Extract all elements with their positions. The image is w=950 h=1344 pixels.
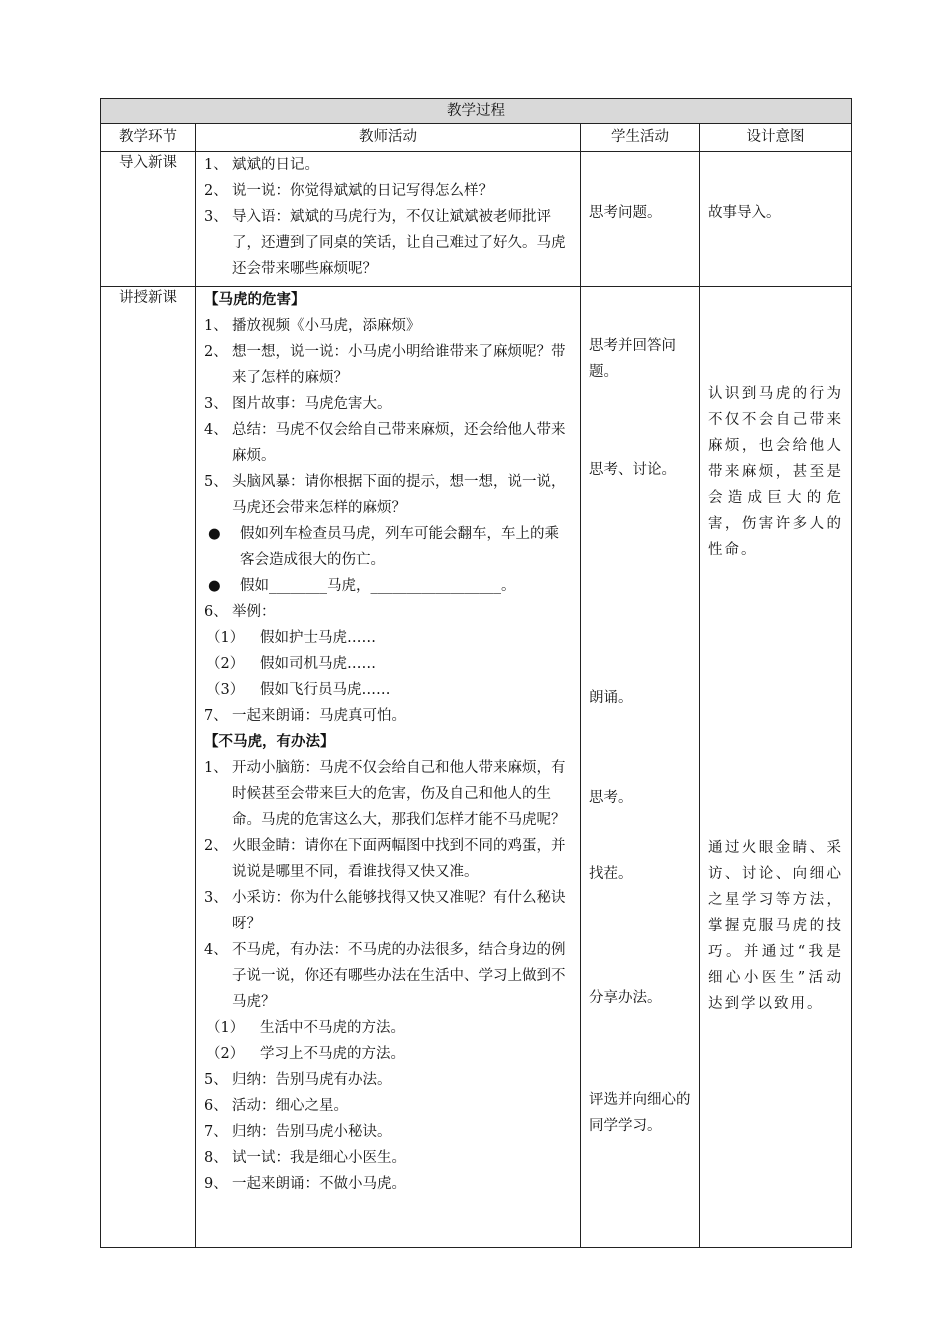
list-item bbox=[204, 1067, 572, 1093]
item-number: （1） bbox=[206, 630, 245, 646]
student-activity: 思考。 bbox=[589, 790, 633, 806]
section-teaching-row bbox=[101, 287, 852, 1248]
item-number: 9、 bbox=[204, 1176, 228, 1192]
item-text: 总结：马虎不仅会给自己带来麻烦，还会给他人带来麻烦。 bbox=[232, 422, 566, 464]
item-text: 图片故事：马虎危害大。 bbox=[232, 396, 392, 412]
header-row bbox=[101, 124, 852, 152]
list-item bbox=[204, 152, 572, 178]
example-item bbox=[204, 651, 572, 677]
example-item bbox=[204, 677, 572, 703]
item-number: （2） bbox=[206, 1046, 245, 1062]
bullet-text: 假如列车检查员马虎，列车可能会翻车，车上的乘客会造成很大的伤亡。 bbox=[240, 526, 559, 568]
item-text: 归纳：告别马虎小秘诀。 bbox=[232, 1124, 392, 1140]
item-number: （2） bbox=[206, 656, 245, 672]
item-number: 4、 bbox=[204, 942, 228, 958]
item-text: 举例： bbox=[232, 604, 276, 620]
item-text: 说一说：你觉得斌斌的日记写得怎么样？ bbox=[232, 183, 493, 199]
header-stage: 教学环节 bbox=[101, 124, 196, 152]
header-teacher: 教师活动 bbox=[196, 124, 581, 152]
item-text: 斌斌的日记。 bbox=[232, 157, 319, 173]
list-item bbox=[204, 599, 572, 625]
student-activity: 分享办法。 bbox=[589, 990, 662, 1006]
section-intro-row bbox=[101, 152, 852, 287]
section-heading-harm: 【马虎的危害】 bbox=[204, 291, 306, 308]
list-item bbox=[204, 755, 572, 833]
item-number: 5、 bbox=[204, 474, 228, 490]
item-number: （1） bbox=[206, 1020, 245, 1036]
list-item bbox=[204, 1171, 572, 1197]
item-text: 假如司机马虎…… bbox=[260, 656, 376, 672]
stage-intro: 导入新课 bbox=[101, 152, 196, 287]
table-title-row bbox=[101, 99, 852, 124]
list-item bbox=[204, 885, 572, 937]
list-item bbox=[204, 833, 572, 885]
item-number: 2、 bbox=[204, 838, 228, 854]
item-text: 想一想，说一说：小马虎小明给谁带来了麻烦呢？带来了怎样的麻烦？ bbox=[232, 344, 566, 386]
item-number: 6、 bbox=[204, 1098, 228, 1114]
table-title: 教学过程 bbox=[101, 99, 852, 124]
item-text: 活动：细心之星。 bbox=[232, 1098, 348, 1114]
item-text: 一起来朗诵：马虎真可怕。 bbox=[232, 708, 406, 724]
item-text: 不马虎，有办法：不马虎的办法很多，结合身边的例子说一说，你还有哪些办法在生活中、学习上做到不马虎？ bbox=[232, 942, 566, 1010]
header-student: 学生活动 bbox=[581, 124, 700, 152]
item-number: 2、 bbox=[204, 344, 228, 360]
student-activity: 思考问题。 bbox=[589, 205, 662, 221]
student-activity: 找茬。 bbox=[589, 866, 633, 882]
list-item bbox=[204, 937, 572, 1015]
method-item bbox=[204, 1015, 572, 1041]
item-text: 假如飞行员马虎…… bbox=[260, 682, 391, 698]
bullet-item bbox=[204, 521, 572, 573]
bullet-icon: ● bbox=[208, 578, 221, 594]
item-number: 3、 bbox=[204, 209, 228, 225]
item-number: 1、 bbox=[204, 157, 228, 173]
item-text: 学习上不马虎的方法。 bbox=[260, 1046, 405, 1062]
header-intent: 设计意图 bbox=[700, 124, 852, 152]
teacher-intro bbox=[196, 152, 581, 287]
method-item bbox=[204, 1041, 572, 1067]
list-item bbox=[204, 339, 572, 391]
bullet-icon: ● bbox=[208, 526, 221, 542]
example-item bbox=[204, 625, 572, 651]
teacher-teaching bbox=[196, 287, 581, 1248]
list-item bbox=[204, 1093, 572, 1119]
student-activity: 评选并向细心的同学学习。 bbox=[589, 1092, 691, 1134]
item-number: （3） bbox=[206, 682, 245, 698]
design-intent: 通过火眼金睛、采访、讨论、向细心之星学习等方法，掌握克服马虎的技巧。并通过“我是细心小医生”活动达到学以致用。 bbox=[708, 840, 843, 1012]
student-activity: 思考并回答问题。 bbox=[589, 338, 676, 380]
list-item bbox=[204, 703, 572, 729]
item-number: 7、 bbox=[204, 1124, 228, 1140]
list-item bbox=[204, 178, 572, 204]
list-item bbox=[204, 391, 572, 417]
list-item bbox=[204, 1145, 572, 1171]
list-item bbox=[204, 313, 572, 339]
design-intent: 认识到马虎的行为不仅不会自己带来麻烦，也会给他人带来麻烦，甚至是会造成巨大的危害，伤害许多人的性命。 bbox=[708, 386, 843, 558]
item-text: 头脑风暴：请你根据下面的提示，想一想，说一说，马虎还会带来怎样的麻烦？ bbox=[232, 474, 566, 516]
item-text: 归纳：告别马虎有办法。 bbox=[232, 1072, 392, 1088]
item-text: 导入语：斌斌的马虎行为，不仅让斌斌被老师批评了，还遭到了同桌的笑话，让自己难过了好久。马虎还会带来哪些麻烦呢？ bbox=[232, 209, 566, 277]
item-number: 7、 bbox=[204, 708, 228, 724]
bullet-item bbox=[204, 573, 572, 599]
item-number: 1、 bbox=[204, 760, 228, 776]
item-number: 2、 bbox=[204, 183, 228, 199]
item-number: 6、 bbox=[204, 604, 228, 620]
item-number: 5、 bbox=[204, 1072, 228, 1088]
bullet-text: 假如________马虎，__________________。 bbox=[240, 578, 516, 594]
item-text: 假如护士马虎…… bbox=[260, 630, 376, 646]
item-text: 火眼金睛：请你在下面两幅图中找到不同的鸡蛋，并说说是哪里不同，看谁找得又快又准。 bbox=[232, 838, 566, 880]
intent-intro bbox=[700, 152, 852, 287]
list-item bbox=[204, 1119, 572, 1145]
stage-teaching: 讲授新课 bbox=[101, 287, 196, 1248]
item-number: 4、 bbox=[204, 422, 228, 438]
item-text: 生活中不马虎的方法。 bbox=[260, 1020, 405, 1036]
student-activity: 思考、讨论。 bbox=[589, 462, 676, 478]
item-text: 一起来朗诵：不做小马虎。 bbox=[232, 1176, 406, 1192]
intent-teaching bbox=[700, 287, 852, 1248]
student-activity: 朗诵。 bbox=[589, 690, 633, 706]
item-number: 1、 bbox=[204, 318, 228, 334]
item-text: 开动小脑筋：马虎不仅会给自己和他人带来麻烦，有时候甚至会带来巨大的危害，伤及自己和他人的生命。马虎的危害这么大，那我们怎样才能不马虎呢？ bbox=[232, 760, 566, 828]
lesson-process-table bbox=[100, 98, 852, 1248]
student-teaching bbox=[581, 287, 700, 1248]
section-heading-methods: 【不马虎，有办法】 bbox=[204, 733, 335, 750]
list-item bbox=[204, 204, 572, 282]
item-number: 3、 bbox=[204, 396, 228, 412]
item-number: 8、 bbox=[204, 1150, 228, 1166]
item-text: 小采访：你为什么能够找得又快又准呢？有什么秘诀呀？ bbox=[232, 890, 566, 932]
item-number: 3、 bbox=[204, 890, 228, 906]
list-item bbox=[204, 417, 572, 469]
item-text: 播放视频《小马虎，添麻烦》 bbox=[232, 318, 421, 334]
student-intro bbox=[581, 152, 700, 287]
design-intent: 故事导入。 bbox=[708, 205, 781, 221]
item-text: 试一试：我是细心小医生。 bbox=[232, 1150, 406, 1166]
list-item bbox=[204, 469, 572, 521]
